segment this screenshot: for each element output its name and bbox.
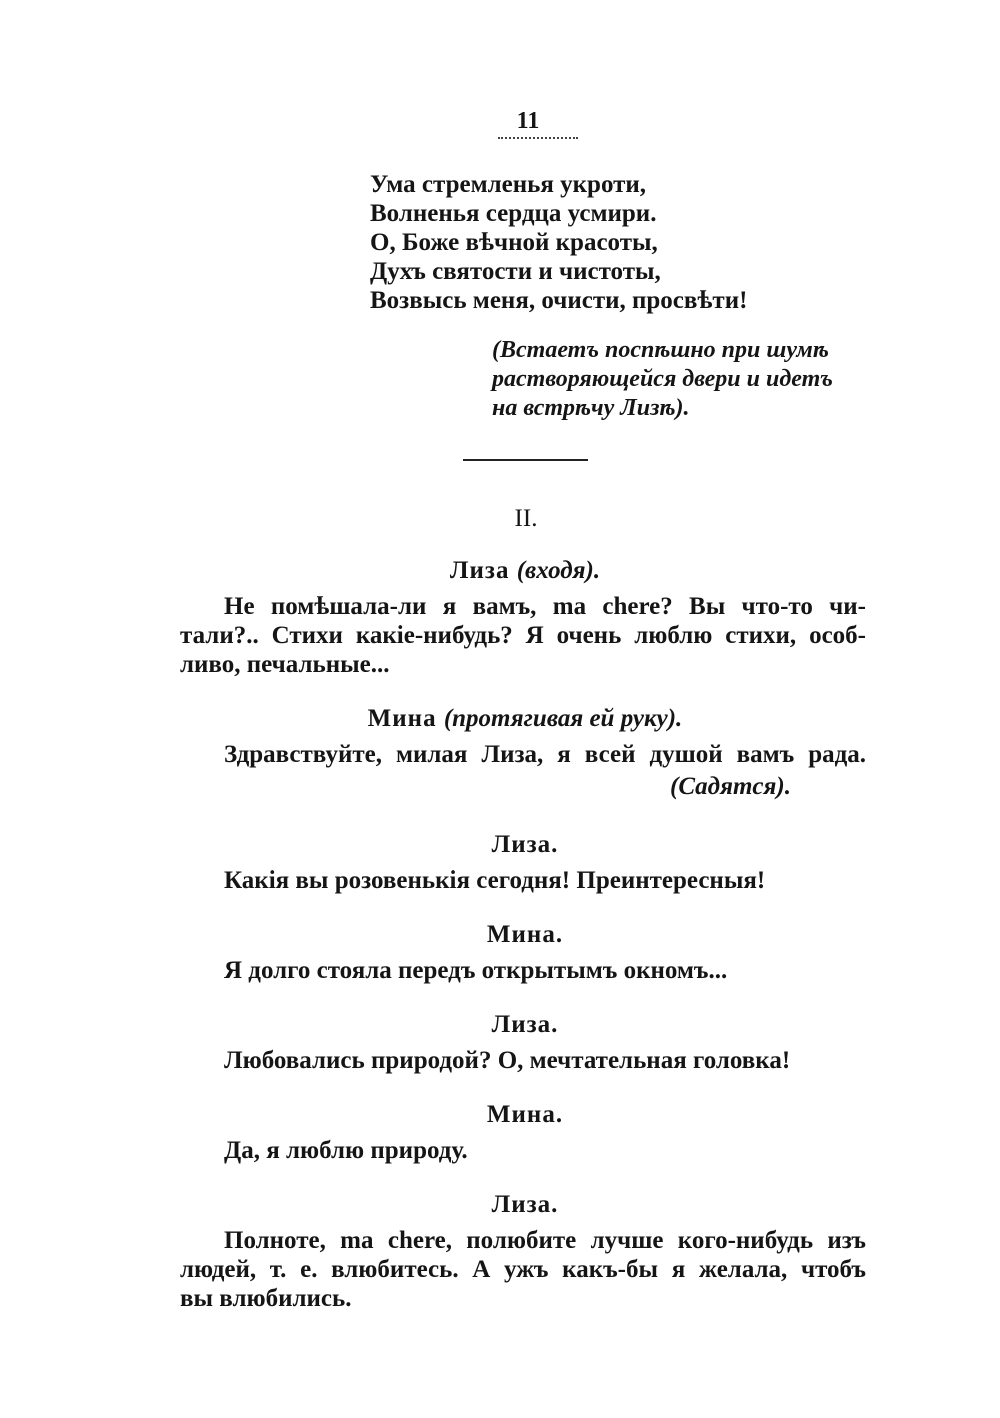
speaker-name: Мина. (486, 921, 564, 948)
section-divider (463, 459, 588, 461)
speaker-heading (0, 705, 1000, 733)
page-number-underline (498, 137, 578, 139)
speech-line: Не помѣшала-ли я вамъ, ma chere? Вы что-то чи- (224, 593, 866, 620)
speech-line: Полноте, ma chere, полюбите лучше кого-нибудь изъ (224, 1227, 866, 1254)
speech-line: ливо, печальные... (180, 651, 390, 678)
scene-number: II. (514, 505, 538, 532)
speaker-direction: (входя). (516, 557, 601, 584)
speaker-heading (0, 1011, 1000, 1039)
verse-line: Возвысь меня, очисти, просвѣти! (370, 287, 748, 314)
speech-line: Здравствуйте, милая Лиза, я всей душой вамъ рада. (224, 741, 866, 768)
speaker-heading (0, 1191, 1000, 1219)
verse-line: Духъ святости и чистоты, (370, 258, 661, 285)
speech-line: тали?.. Стихи какіе-нибудь? Я очень люблю стихи, особ- (180, 622, 866, 649)
speech-line: Какія вы розовенькія сегодня! Преинтересныя! (224, 867, 766, 894)
verse-line: Волненья сердца усмири. (370, 200, 657, 227)
stage-direction-inline: (Садятся). (670, 773, 791, 800)
speaker-name: Лиза. (491, 1011, 559, 1038)
speaker-name: Мина. (486, 1101, 564, 1128)
speaker-name: Лиза (449, 557, 510, 584)
verse-line: Ума стремленья укроти, (370, 171, 647, 198)
speaker-name: Лиза. (491, 1191, 559, 1218)
speaker-direction: (протягивая ей руку). (443, 705, 683, 732)
verse-line: О, Боже вѣчной красоты, (370, 229, 658, 256)
speaker-heading (0, 557, 1000, 585)
stage-direction-line: (Встаетъ поспѣшно при шумѣ (492, 337, 829, 363)
speech-line: Я долго стояла передъ открытымъ окномъ... (224, 957, 728, 984)
speaker-name: Лиза. (491, 831, 559, 858)
speaker-heading (0, 921, 1000, 949)
speech-line: Да, я люблю природу. (224, 1137, 468, 1164)
stage-direction (492, 336, 833, 423)
stage-direction-line: на встрѣчу Лизѣ). (492, 395, 690, 421)
page-number: 11 (516, 108, 540, 134)
speaker-heading (0, 831, 1000, 859)
verse-stanza (370, 170, 747, 315)
speech-line: Любовались природой? О, мечтательная головка! (224, 1047, 791, 1074)
speech-line: вы влюбились. (180, 1285, 352, 1312)
speaker-heading (0, 1101, 1000, 1129)
stage-direction-line: растворяющейся двери и идетъ (492, 366, 833, 392)
speech-line: людей, т. е. влюбитесь. А ужъ какъ-бы я желала, чтобъ (180, 1256, 866, 1283)
speaker-name: Мина (367, 705, 437, 732)
